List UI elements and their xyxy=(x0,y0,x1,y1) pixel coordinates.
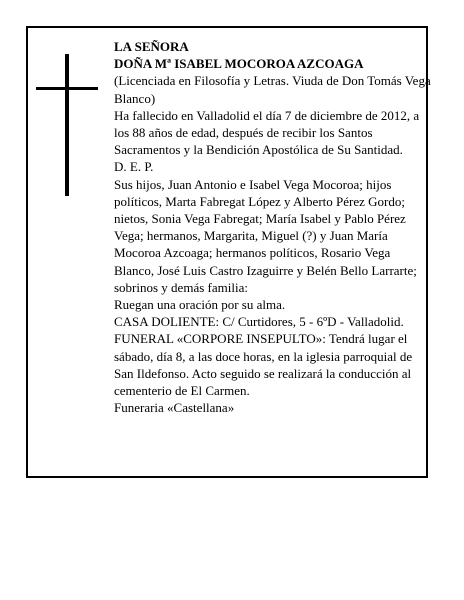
house-label: CASA DOLIENTE: xyxy=(114,314,220,330)
prayer-request: Ruegan una oración por su alma. xyxy=(114,297,286,313)
funeral-home: Funeraria «Castellana» xyxy=(114,400,235,416)
house-of-mourning xyxy=(114,313,432,330)
notice-title: LA SEÑORA xyxy=(114,39,189,54)
deceased-credentials: (Licenciada en Filosofía y Letras. Viuda de Don Tomás Vega Blanco) xyxy=(114,73,431,106)
cross-vertical-bar xyxy=(65,54,69,196)
deceased-name: DOÑA Mª ISABEL MOCOROA AZCOAGA xyxy=(114,56,364,72)
house-address: C/ Curtidores, 5 - 6ºD - Valladolid. xyxy=(219,314,404,330)
funeral-label: FUNERAL «CORPORE INSEPULTO» xyxy=(114,331,323,347)
latin-cross-icon xyxy=(36,54,98,196)
funeral-details: : Tendrá lugar el sábado, día 8, a las doce horas, en la iglesia parroquial de San Ildefonso. Acto seguido se realizará la conducción al cementerio de El Carmen. xyxy=(114,331,413,399)
family-list: Sus hijos, Juan Antonio e Isabel Vega Mocoroa; hijos políticos, Marta Fabregat López y Alberto Pérez Gordo; nietos, Sonia Vega Fabregat; María Isabel y Pablo Pérez Vega; hermanos, Margarita, Miguel (?) y Juan María Mocoroa Azcoaga; hermanos políticos, Rosario Vega Blanco, José Luis Castro Izaguirre y Belén Bello Larrarte; sobrinos y demás familia: xyxy=(114,176,417,295)
cross-horizontal-bar xyxy=(36,87,98,90)
obituary-text xyxy=(114,38,432,416)
rip-line: D. E. P. xyxy=(114,159,154,175)
death-notice: Ha fallecido en Valladolid el día 7 de diciembre de 2012, a los 88 años de edad, después de recibir los Santos Sacramentos y la Bendición Apostólica de Su Santidad. xyxy=(114,107,420,158)
funeral-info xyxy=(114,330,432,399)
